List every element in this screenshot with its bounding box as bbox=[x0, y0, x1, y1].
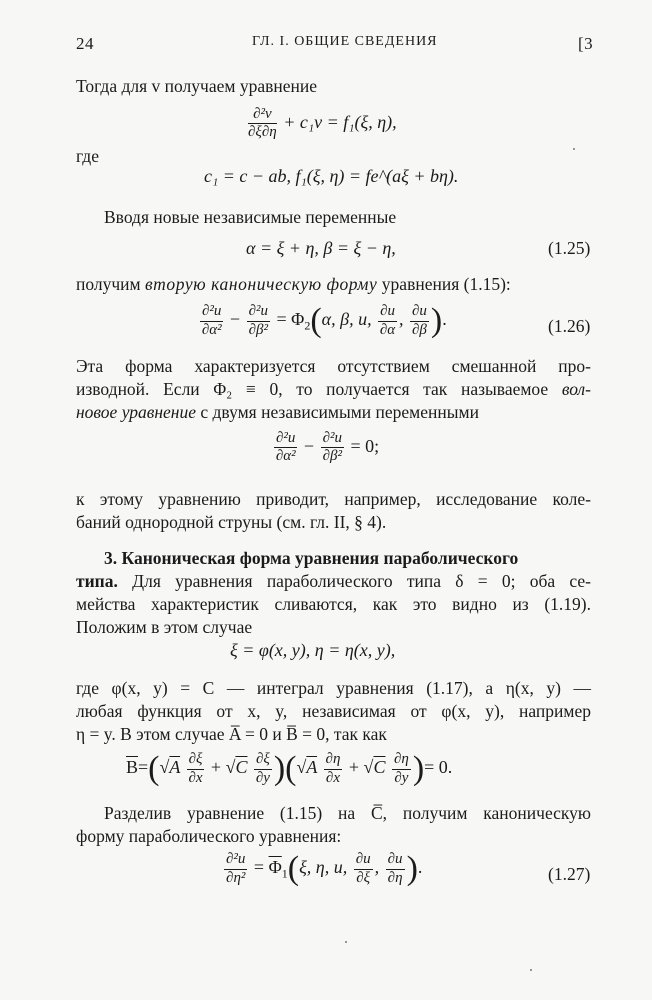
paragraph-line: Эта форма характеризуется отсутствием смешанной про- bbox=[76, 356, 591, 376]
equation-number: (1.27) bbox=[548, 864, 591, 884]
paragraph-line: Положим в этом случае bbox=[76, 617, 253, 637]
speck bbox=[530, 969, 532, 971]
equation-number: (1.25) bbox=[548, 238, 591, 258]
paragraph-line: форму параболического уравнения: bbox=[76, 826, 342, 846]
paragraph-line: баний однородной струны (см. гл. II, § 4). bbox=[76, 512, 387, 532]
speck bbox=[345, 941, 347, 943]
equation-v: $\frac{\text{∂²v}}{\partial\xi\partial\eta}$ + c₁v = f₁(ξ, η), bbox=[248, 106, 397, 141]
running-title: ГЛ. I. ОБЩИЕ СВЕДЕНИЯ bbox=[252, 34, 438, 49]
equation-substitution: ξ = φ(x, y), η = η(x, y), bbox=[230, 640, 396, 660]
paragraph-line: где bbox=[76, 146, 99, 166]
equation-wave: $\frac{\text{∂²u}}{\text{∂α²}}$ − $\frac{\text{∂²u}}{\text{∂β²}}$ = 0; bbox=[275, 430, 380, 465]
paragraph-line: Разделив уравнение (1.15) на C̅, получим каноническую bbox=[104, 803, 591, 823]
paragraph-line: η = y. В этом случае A̅ = 0 и B̅ = 0, так как bbox=[76, 724, 387, 744]
paragraph-line: где φ(x, y) = C — интеграл уравнения (1.17), а η(x, y) — bbox=[76, 678, 591, 698]
page-number: 24 bbox=[76, 34, 94, 53]
section-mark: [3 bbox=[578, 34, 594, 53]
paragraph-line: изводной. Если Φ₂ ≡ 0, то получается так называемое вол- bbox=[76, 379, 591, 399]
paragraph-line: Вводя новые независимые переменные bbox=[104, 207, 397, 227]
paragraph-line: новое уравнение с двумя независимыми переменными bbox=[76, 402, 479, 422]
paragraph-line: типа. Для уравнения параболического типа δ = 0; оба се- bbox=[76, 571, 592, 591]
equation-coefficients: c₁ = c − ab, f₁(ξ, η) = fe^(aξ + bη). bbox=[204, 166, 459, 186]
section-heading: 3. Каноническая форма уравнения параболического bbox=[104, 548, 519, 568]
paragraph-line: Тогда для v получаем уравнение bbox=[76, 76, 317, 96]
speck bbox=[573, 148, 575, 150]
paragraph-line: получим вторую каноническую форму уравнения (1.15): bbox=[76, 274, 511, 294]
paragraph-line: к этому уравнению приводит, например, исследование коле- bbox=[76, 489, 591, 509]
equation-b-bar: $\overline{B}=(√A$ $\frac{\partial\xi}{\partial x}$ + √C $\frac{\partial\xi}{\partial y}$ )(√A $\frac{\partial\eta}{\partial x}$ + √C $\frac{\partial\eta}{\partial y}$ )= 0. bbox=[126, 750, 453, 787]
equation-1-26: $\frac{\text{∂²u}}{\text{∂α²}}$ − $\frac{\text{∂²u}}{\text{∂β²}}$ = $\Phi_2(\alpha$, β, u, $\frac{\partial u}{\partial\alpha}$ , $\frac{\partial u}{\partial\beta}$ ). bbox=[201, 302, 447, 339]
equation-1-25: α = ξ + η, β = ξ − η, (1.25) bbox=[246, 238, 591, 258]
equation-number: (1.26) bbox=[548, 316, 591, 336]
equation-1-27: $\frac{\text{∂²u}}{\text{∂η²}}$ = $\overline{\Phi}_1(\xi$, η, u, $\frac{\partial u}{\partial\xi}$ , $\frac{\partial u}{\partial\eta}$ ). bbox=[226, 850, 423, 887]
paragraph-line: любая функция от x, y, независимая от φ(x, y), например bbox=[76, 701, 591, 721]
paragraph-line: мейства характеристик сливаются, как это видно из (1.19). bbox=[76, 594, 591, 614]
